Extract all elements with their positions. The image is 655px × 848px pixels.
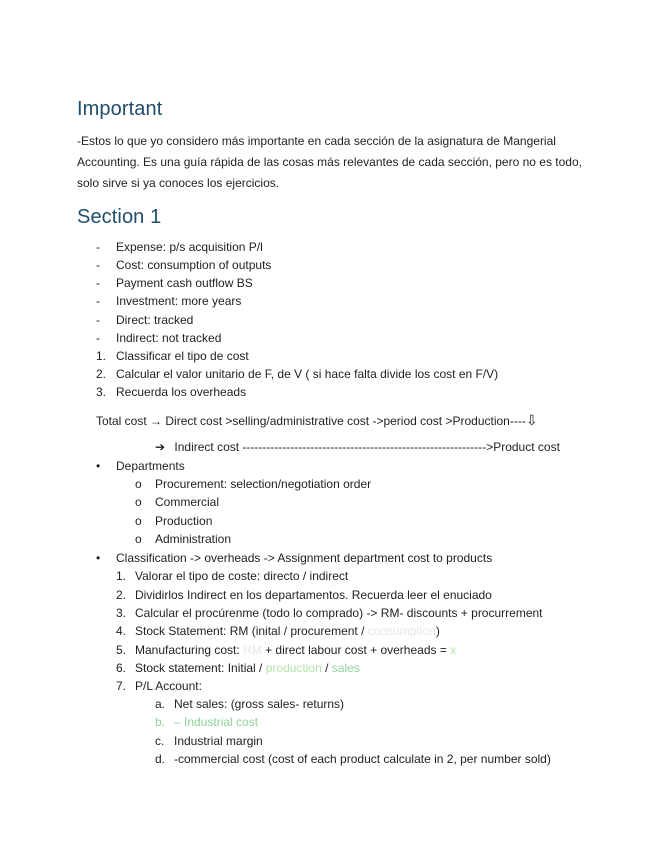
stock-statement-rm [135, 624, 440, 638]
list-item: Investment: more years [116, 294, 242, 308]
indirect-cost-line [155, 440, 560, 454]
total-cost-text: Total cost [96, 414, 151, 428]
manufacturing-cost [135, 643, 456, 657]
bold-arrow-icon: ➔ [155, 440, 166, 454]
cost-flow-text: Direct cost >selling/administrative cost ->period cost >Production---- [162, 414, 526, 428]
letter-marker: a. [155, 697, 166, 711]
letter-marker: b. [155, 715, 166, 729]
dash-marker: - [96, 313, 100, 327]
production-text: production [265, 661, 322, 675]
list-item: Calcular el procúrenme (todo lo comprado) -> RM- discounts + procurrement [135, 606, 543, 620]
down-arrow-icon: ⇩ [525, 412, 538, 428]
rm-text: RM [243, 643, 262, 657]
circle-marker: o [135, 532, 142, 546]
number-marker: 5. [116, 643, 127, 657]
list-item: Calcular el valor unitario de F, de V ( si hace falta divide los cost en F/V) [116, 367, 499, 381]
list-item: Net sales: (gross sales- returns) [174, 697, 345, 711]
list-item: -commercial cost (cost of each product calculate in 2, per number sold) [174, 752, 551, 766]
list-item: Procurement: selection/negotiation order [155, 477, 372, 491]
stock-statement [135, 661, 360, 675]
total-cost-line [96, 413, 538, 428]
letter-marker: d. [155, 752, 166, 766]
dash-marker: - [96, 331, 100, 345]
list-item: Dividirlos Indirect en los departamentos. Recuerda leer el enuciado [135, 588, 492, 602]
indirect-cost-text: Indirect cost ------------------------------------------------------------->Product cost [174, 440, 560, 454]
consumption-text: consumption [367, 624, 436, 638]
dash-marker: - [96, 276, 100, 290]
list-item: Production [155, 514, 213, 528]
text: / [321, 661, 332, 675]
list-item: Cost: consumption of outputs [116, 258, 272, 272]
text: Stock Statement: RM (inital / procurement / [135, 624, 368, 638]
list-item: Direct: tracked [116, 313, 194, 327]
list-item: Classificar el tipo de cost [116, 349, 249, 363]
list-item: Expense: p/s acquisition P/l [116, 240, 263, 254]
heading-important: Important [77, 98, 163, 120]
sales-text: sales [331, 661, 360, 675]
departments-label: Departments [116, 459, 185, 473]
list-item: Payment cash outflow BS [116, 276, 253, 290]
dash-marker: - [96, 240, 100, 254]
list-item: Recuerda los overheads [116, 385, 247, 399]
classification-label: Classification -> overheads -> Assignment department cost to products [116, 551, 493, 565]
dash-marker: - [96, 258, 100, 272]
number-marker: 3. [116, 606, 127, 620]
list-item: Industrial margin [174, 734, 263, 748]
circle-marker: o [135, 477, 142, 491]
heading-section-1: Section 1 [77, 206, 162, 228]
list-item: P/L Account: [135, 679, 202, 693]
number-marker: 1. [116, 569, 127, 583]
circle-marker: o [135, 495, 142, 509]
x-text: x [450, 643, 457, 657]
letter-marker: c. [155, 734, 165, 748]
list-item: Valorar el tipo de coste: directo / indirect [135, 569, 349, 583]
number-marker: 7. [116, 679, 127, 693]
text: ) [435, 624, 440, 638]
number-marker: 1. [96, 349, 107, 363]
dash-marker: - [96, 294, 100, 308]
bullet-marker: • [96, 459, 101, 473]
bullet-marker: • [96, 551, 101, 565]
number-marker: 6. [116, 661, 127, 675]
circle-marker: o [135, 514, 142, 528]
text: Manufacturing cost: [135, 643, 244, 657]
list-item: Administration [155, 532, 232, 546]
right-arrow-icon: → [150, 414, 163, 428]
list-item: Commercial [155, 495, 220, 509]
list-item: Indirect: not tracked [116, 331, 222, 345]
intro-paragraph: -Estos lo que yo considero más importante en cada sección de la asignatura de Mangerial Accounting. Es una guía rápida de las cosas más relevantes de cada sección, pero no es todo, solo sirve si ya conoces los ejercicios. [77, 134, 582, 190]
list-item: – Industrial cost [174, 715, 259, 729]
text: Stock statement: Initial / [135, 661, 266, 675]
number-marker: 3. [96, 385, 107, 399]
text: + direct labour cost + overheads = [261, 643, 451, 657]
number-marker: 2. [96, 367, 107, 381]
number-marker: 4. [116, 624, 127, 638]
number-marker: 2. [116, 588, 127, 602]
